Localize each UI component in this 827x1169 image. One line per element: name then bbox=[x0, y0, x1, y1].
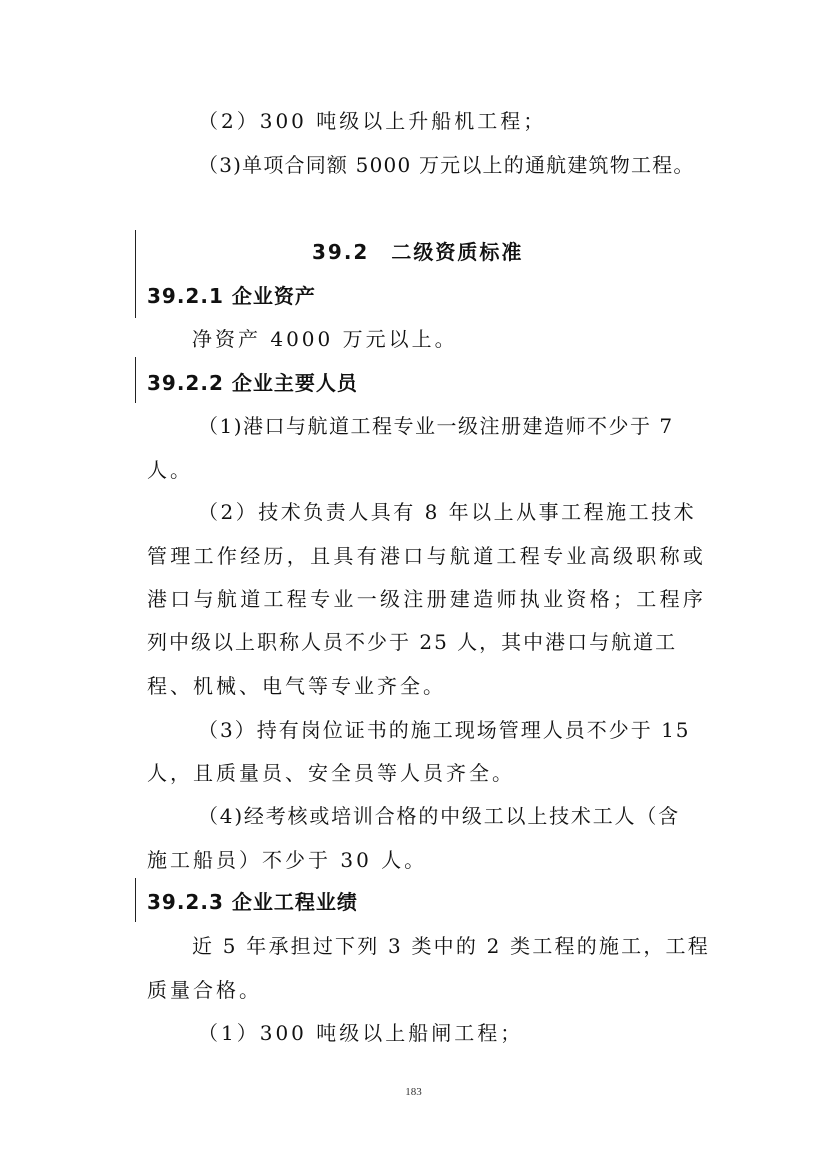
paragraph-text: 程、机械、电气等专业齐全。 bbox=[147, 674, 446, 698]
paragraph-text: （4)经考核或培训合格的中级工以上技术工人（含 bbox=[198, 804, 680, 828]
paragraph-text: 人，且质量员、安全员等人员齐全。 bbox=[147, 761, 515, 785]
subsection-heading: 39.2.1 企业资产 bbox=[147, 284, 316, 308]
section-title: 39.2 二级资质标准 bbox=[312, 240, 524, 264]
paragraph-text: 港口与航道工程专业一级注册建造师执业资格；工程序 bbox=[147, 587, 707, 611]
paragraph-text: 质量合格。 bbox=[147, 978, 262, 1002]
list-item: （2）300 吨级以上升船机工程； bbox=[198, 109, 547, 133]
paragraph-text: 净资产 4000 万元以上。 bbox=[192, 327, 458, 351]
subsection-heading: 39.2.2 企业主要人员 bbox=[147, 371, 358, 395]
subsection-heading: 39.2.3 企业工程业绩 bbox=[147, 890, 358, 914]
paragraph-text: （3）持有岗位证书的施工现场管理人员不少于 15 bbox=[198, 718, 691, 742]
paragraph-text: 近 5 年承担过下列 3 类中的 2 类工程的施工，工程 bbox=[192, 934, 710, 958]
revision-bar bbox=[135, 230, 136, 318]
page-number: 183 bbox=[405, 1086, 422, 1098]
paragraph-text: （2）技术负责人具有 8 年以上从事工程施工技术 bbox=[198, 500, 697, 524]
revision-bar bbox=[135, 357, 136, 403]
revision-bar bbox=[135, 878, 136, 922]
list-item: （1）300 吨级以上船闸工程； bbox=[198, 1021, 524, 1045]
paragraph-text: （1)港口与航道工程专业一级注册建造师不少于 7 bbox=[198, 414, 674, 438]
list-item: （3)单项合同额 5000 万元以上的通航建筑物工程。 bbox=[198, 153, 695, 177]
paragraph-text: 人。 bbox=[147, 458, 193, 482]
paragraph-text: 管理工作经历，且具有港口与航道工程专业高级职称或 bbox=[147, 544, 707, 568]
paragraph-text: 列中级以上职称人员不少于 25 人，其中港口与航道工 bbox=[147, 630, 678, 654]
paragraph-text: 施工船员）不少于 30 人。 bbox=[147, 848, 428, 872]
